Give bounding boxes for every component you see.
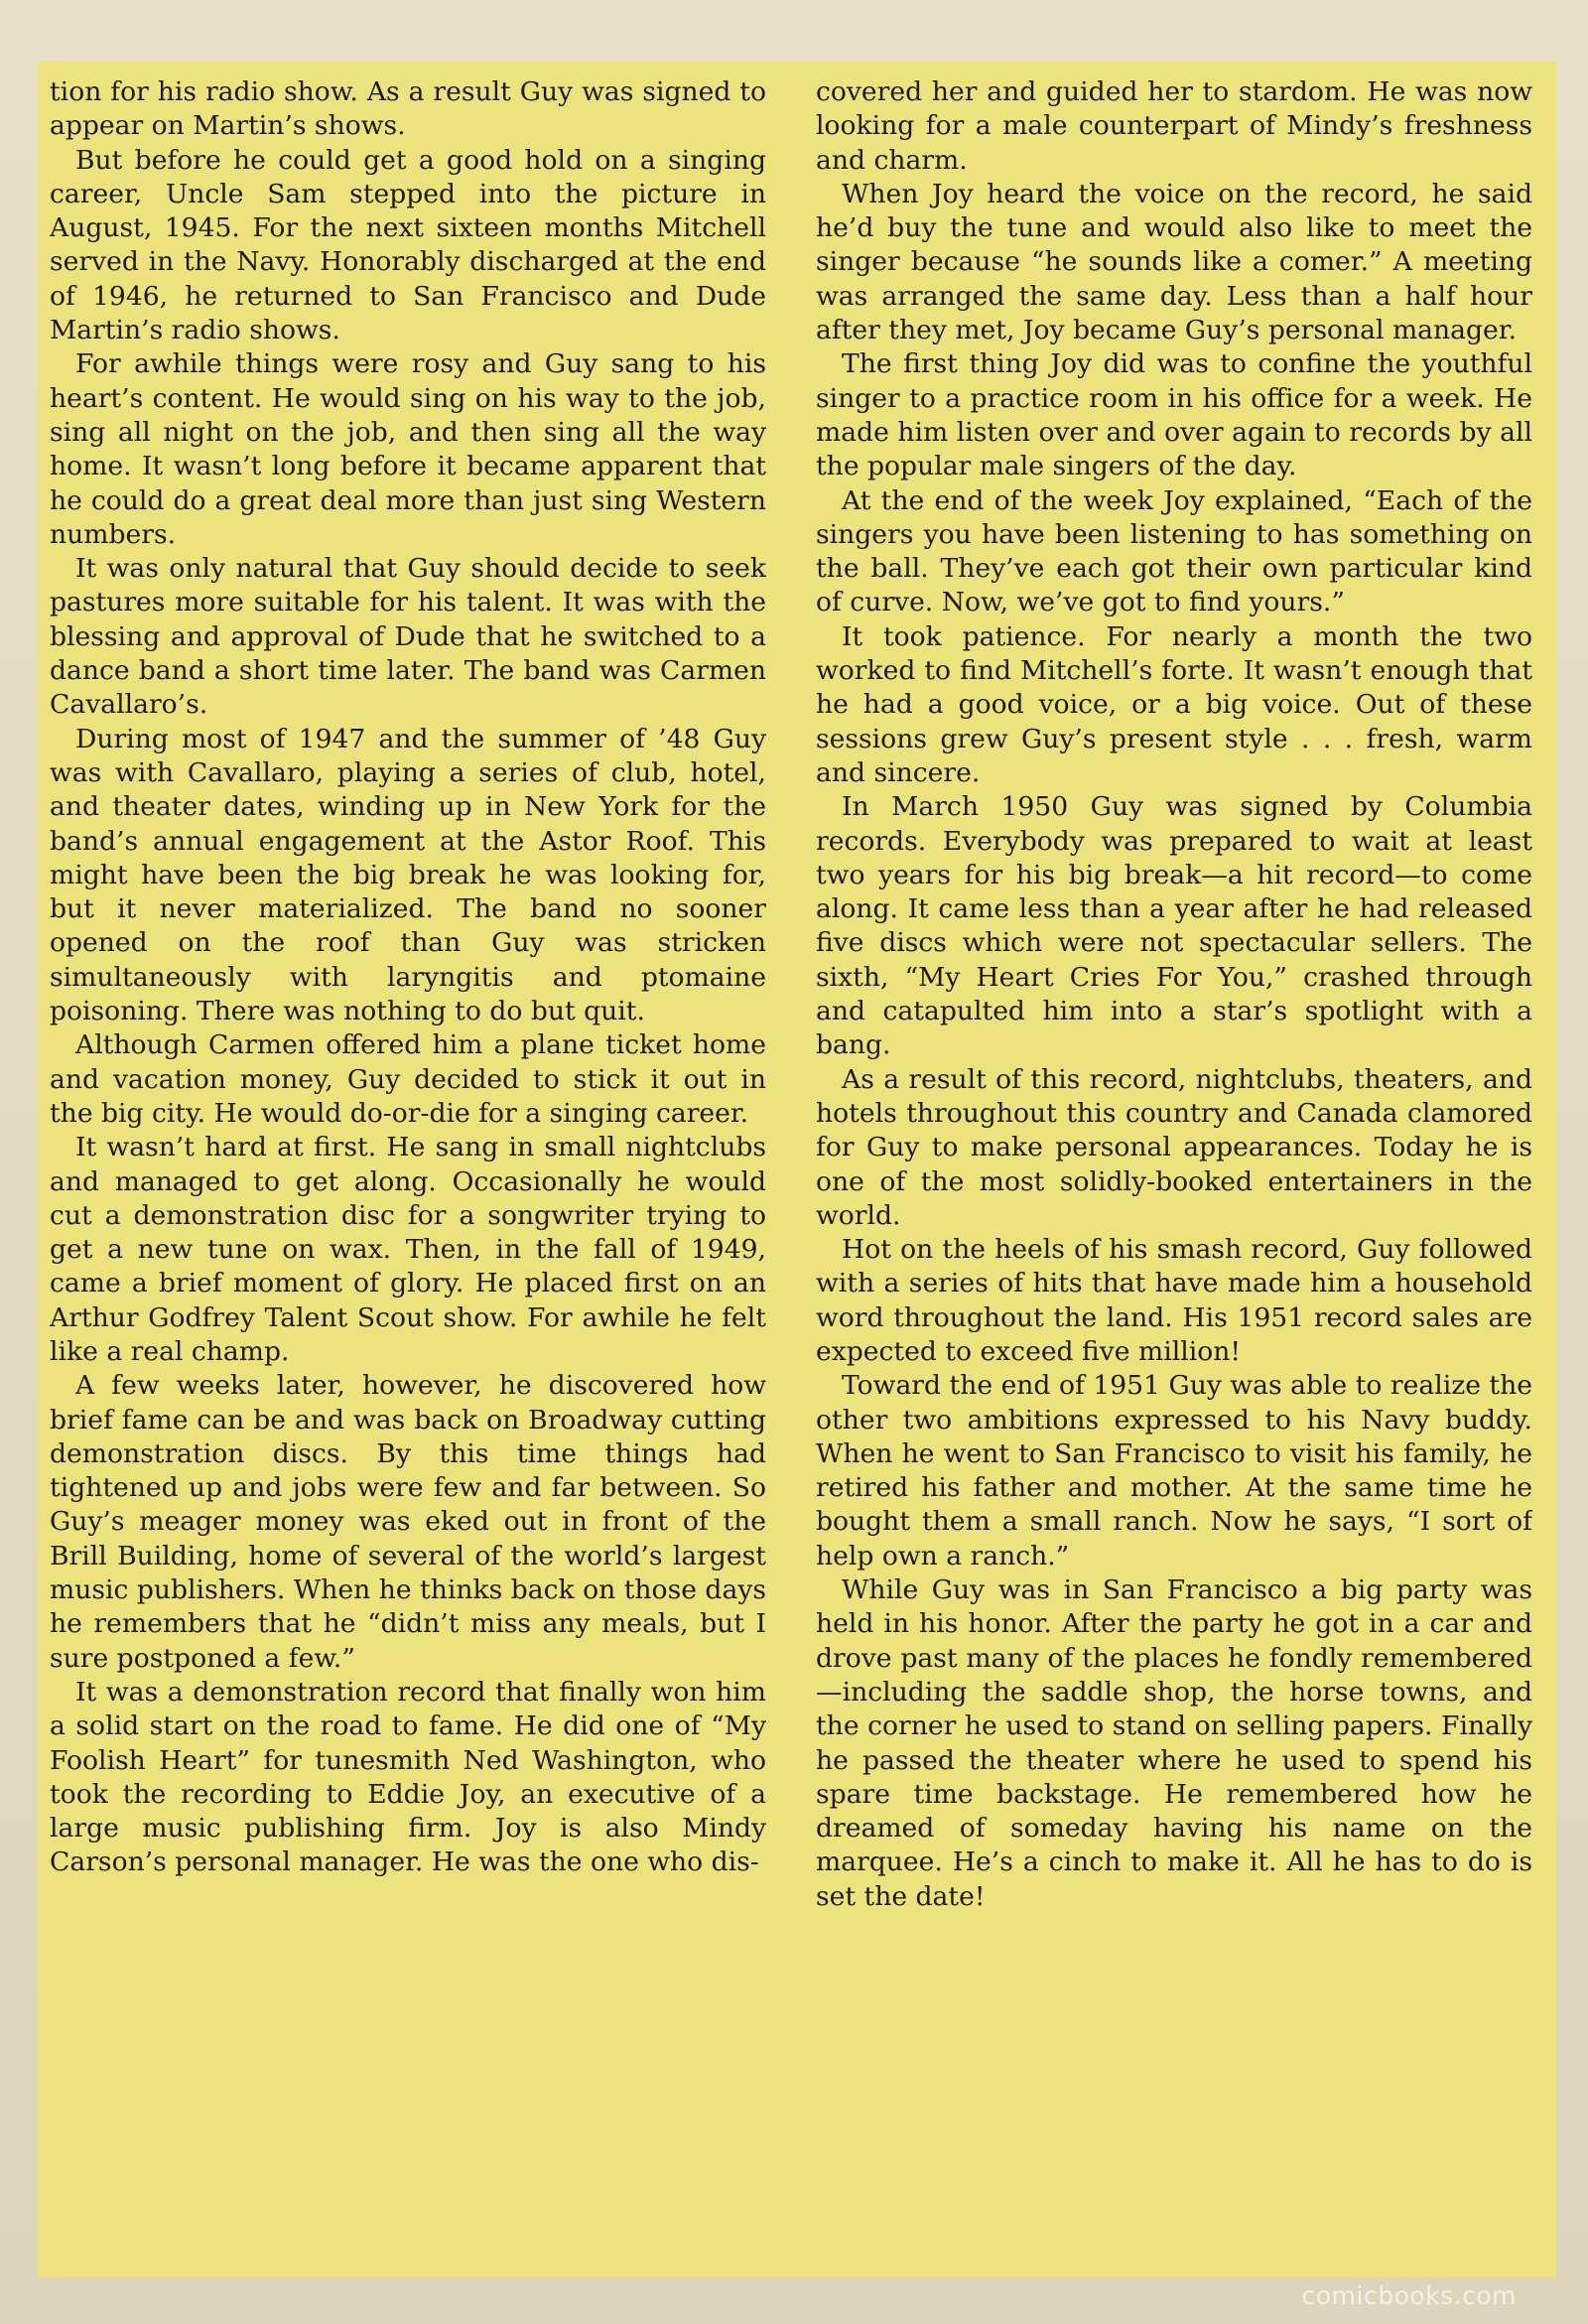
paragraph: Toward the end of 1951 Guy was able to realize the other two ambitions expressed to his Navy buddy. When he went to San Francisco to visit his family, he retired his father and mother. At the same time he bought them a small ranch. Now he says, “I sort of help own a ranch.”: [816, 1370, 1532, 1572]
paragraph: While Guy was in San Francisco a big party was held in his honor. After the party he got in a car and drove past many of the places he fondly remembered—including the saddle shop, the horse towns, and the corner he used to stand on selling papers. Finally he passed the theater where he used to spend his spare time backstage. He remembered how he dreamed of someday having his name on the marquee. He’s a cinch to make it. All he has to do is set the date!: [816, 1574, 1532, 1912]
paragraph: tion for his radio show. As a result Guy was signed to appear on Martin’s shows.: [50, 76, 766, 142]
paragraph: For awhile things were rosy and Guy sang to his heart’s content. He would sing on his way to the job, sing all night on the job, and then sing all the way home. It wasn’t long before it became apparent that he could do a great deal more than just sing Western numbers.: [50, 348, 766, 550]
paragraph: In March 1950 Guy was signed by Columbia records. Everybody was prepared to wait at least two years for his big break—a hit record—to come along. It came less than a year after he had released five discs which were not spectacular sellers. The sixth, “My Heart Cries For You,” crashed through and catapulted him into a star’s spotlight with a bang.: [816, 791, 1532, 1061]
right-text-column: [816, 75, 1532, 2269]
paragraph: It was a demonstration record that finally won him a solid start on the road to fame. He did one of “My Foolish Heart” for tunesmith Ned Washington, who took the recording to Eddie Joy, an executive of a large music publishing firm. Joy is also Mindy Carson’s personal manager. He was the one who dis-: [50, 1676, 766, 1878]
paragraph: A few weeks later, however, he discovered how brief fame can be and was back on Broadway cutting demonstration discs. By this time things had tightened up and jobs were few and far between. So Guy’s meager money was eked out in front of the Brill Building, home of several of the world’s largest music publishers. When he thinks back on those days he remembers that he “didn’t miss any meals, but I sure postponed a few.”: [50, 1370, 766, 1674]
paragraph: During most of 1947 and the summer of ’48 Guy was with Cavallaro, playing a series of club, hotel, and theater dates, winding up in New York for the band’s annual engagement at the Astor Roof. This might have been the big break he was looking for, but it never materialized. The band no sooner opened on the roof than Guy was stricken simultaneously with laryngitis and ptomaine poisoning. There was nothing to do but quit.: [50, 723, 766, 1027]
paragraph: But before he could get a good hold on a singing career, Uncle Sam stepped into the picture in August, 1945. For the next sixteen months Mitchell served in the Navy. Honorably discharged at the end of 1946, he returned to San Francisco and Dude Martin’s radio shows.: [50, 144, 766, 346]
left-text-column: [50, 75, 766, 2269]
paragraph: It wasn’t hard at first. He sang in small nightclubs and managed to get along. Occasionally he would cut a demonstration disc for a songwriter trying to get a new tune on wax. Then, in the fall of 1949, came a brief moment of glory. He placed first on an Arthur Godfrey Talent Scout show. For awhile he felt like a real champ.: [50, 1132, 766, 1367]
paragraph: The first thing Joy did was to confine the youthful singer to a practice room in his office for a week. He made him listen over and over again to records by all the popular male singers of the day.: [816, 348, 1532, 482]
paragraph: At the end of the week Joy explained, “Each of the singers you have been listening to has something on the ball. They’ve each got their own particular kind of curve. Now, we’ve got to find yours.”: [816, 484, 1532, 618]
paragraph: As a result of this record, nightclubs, theaters, and hotels throughout this country and Canada clamored for Guy to make personal appearances. Today he is one of the most solidly-booked entertainers in the world.: [816, 1063, 1532, 1231]
paragraph: Hot on the heels of his smash record, Guy followed with a series of hits that have made him a household word throughout the land. His 1951 record sales are expected to exceed five million!: [816, 1234, 1532, 1367]
paragraph: It was only natural that Guy should decide to seek pastures more suitable for his talent. It was with the blessing and approval of Dude that he switched to a dance band a short time later. The band was Carmen Cavallaro’s.: [50, 553, 766, 721]
watermark: comicbooks.com: [1301, 2281, 1517, 2310]
paragraph: It took patience. For nearly a month the two worked to find Mitchell’s forte. It wasn’t enough that he had a good voice, or a big voice. Out of these sessions grew Guy’s present style . . . fresh, warm and sincere.: [816, 620, 1532, 788]
paragraph: When Joy heard the voice on the record, he said he’d buy the tune and would also like to meet the singer because “he sounds like a comer.” A meeting was arranged the same day. Less than a half hour after they met, Joy became Guy’s personal manager.: [816, 178, 1532, 346]
paragraph: Although Carmen offered him a plane ticket home and vacation money, Guy decided to stick it out in the big city. He would do-or-die for a singing career.: [50, 1029, 766, 1129]
paragraph: covered her and guided her to stardom. He was now looking for a male counterpart of Mindy’s freshness and charm.: [816, 76, 1532, 176]
